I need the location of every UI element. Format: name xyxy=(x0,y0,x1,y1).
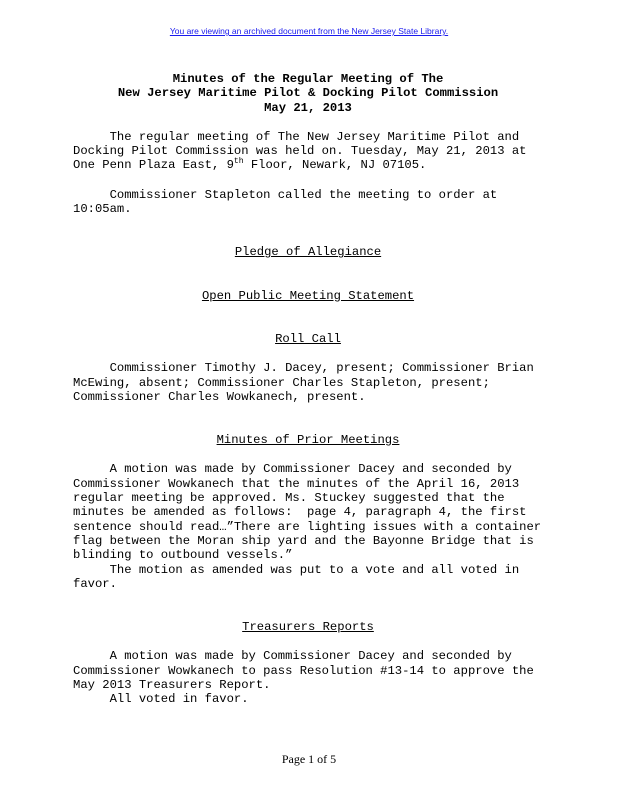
intro-paragraph xyxy=(73,130,543,173)
treasurers-line: May 2013 Treasurers Report. xyxy=(73,678,271,693)
call-to-order-line: 10:05am. xyxy=(73,202,132,217)
roll-call-line: Commissioner Charles Wowkanech, present. xyxy=(73,389,366,404)
intro-line xyxy=(73,158,543,172)
call-to-order-line: Commissioner Stapleton called the meeting to order at xyxy=(73,187,498,202)
ordinal-suffix: th xyxy=(233,157,244,167)
minutes-paragraph xyxy=(73,462,543,591)
roll-call-line: Commissioner Timothy J. Dacey, present; Commissioner Brian xyxy=(73,361,534,376)
intro-line: Docking Pilot Commission was held on. Tuesday, May 21, 2013 at xyxy=(73,144,527,159)
document-title xyxy=(73,72,543,115)
document-body xyxy=(73,72,543,707)
minutes-line: flag between the Moran ship yard and the Bayonne Bridge that is xyxy=(73,533,534,548)
heading-open-public-meeting: Open Public Meeting Statement xyxy=(201,288,415,303)
treasurers-line: A motion was made by Commissioner Dacey and seconded by xyxy=(73,649,512,664)
archive-banner-link[interactable]: You are viewing an archived document from the New Jersey State Library. xyxy=(169,26,449,36)
minutes-line: The motion as amended was put to a vote and all voted in xyxy=(73,562,520,577)
treasurers-line: Commissioner Wowkanech to pass Resolution #13-14 to approve the xyxy=(73,663,534,678)
minutes-line: minutes be amended as follows: page 4, paragraph 4, the first xyxy=(73,505,527,520)
title-line-1: Minutes of the Regular Meeting of The xyxy=(172,72,444,86)
minutes-line: regular meeting be approved. Ms. Stuckey suggested that the xyxy=(73,491,505,506)
call-to-order-paragraph xyxy=(73,188,543,217)
minutes-line: favor. xyxy=(73,576,117,591)
intro-text: One Penn Plaza East, 9 xyxy=(73,158,234,173)
page-number: Page 1 of 5 xyxy=(281,752,337,766)
minutes-line: sentence should read…”There are lighting issues with a container xyxy=(73,519,542,534)
archive-banner xyxy=(0,26,618,36)
minutes-line: Commissioner Wowkanech that the minutes of the April 16, 2013 xyxy=(73,476,520,491)
intro-line: The regular meeting of The New Jersey Maritime Pilot and xyxy=(73,129,520,144)
roll-call-paragraph xyxy=(73,361,543,404)
heading-treasurers-reports: Treasurers Reports xyxy=(242,620,374,635)
heading-minutes-prior: Minutes of Prior Meetings xyxy=(216,433,400,448)
minutes-line: blinding to outbound vessels.” xyxy=(73,548,293,563)
treasurers-line: All voted in favor. xyxy=(73,692,249,707)
minutes-line: A motion was made by Commissioner Dacey and seconded by xyxy=(73,462,512,477)
title-line-2: New Jersey Maritime Pilot & Docking Pilot Commission xyxy=(117,86,499,101)
treasurers-paragraph xyxy=(73,649,543,706)
heading-pledge: Pledge of Allegiance xyxy=(234,245,382,260)
roll-call-line: McEwing, absent; Commissioner Charles Stapleton, present; xyxy=(73,375,490,390)
title-line-3: May 21, 2013 xyxy=(264,100,352,115)
intro-text: Floor, Newark, NJ 07105. xyxy=(243,158,427,173)
heading-roll-call: Roll Call xyxy=(275,331,341,346)
